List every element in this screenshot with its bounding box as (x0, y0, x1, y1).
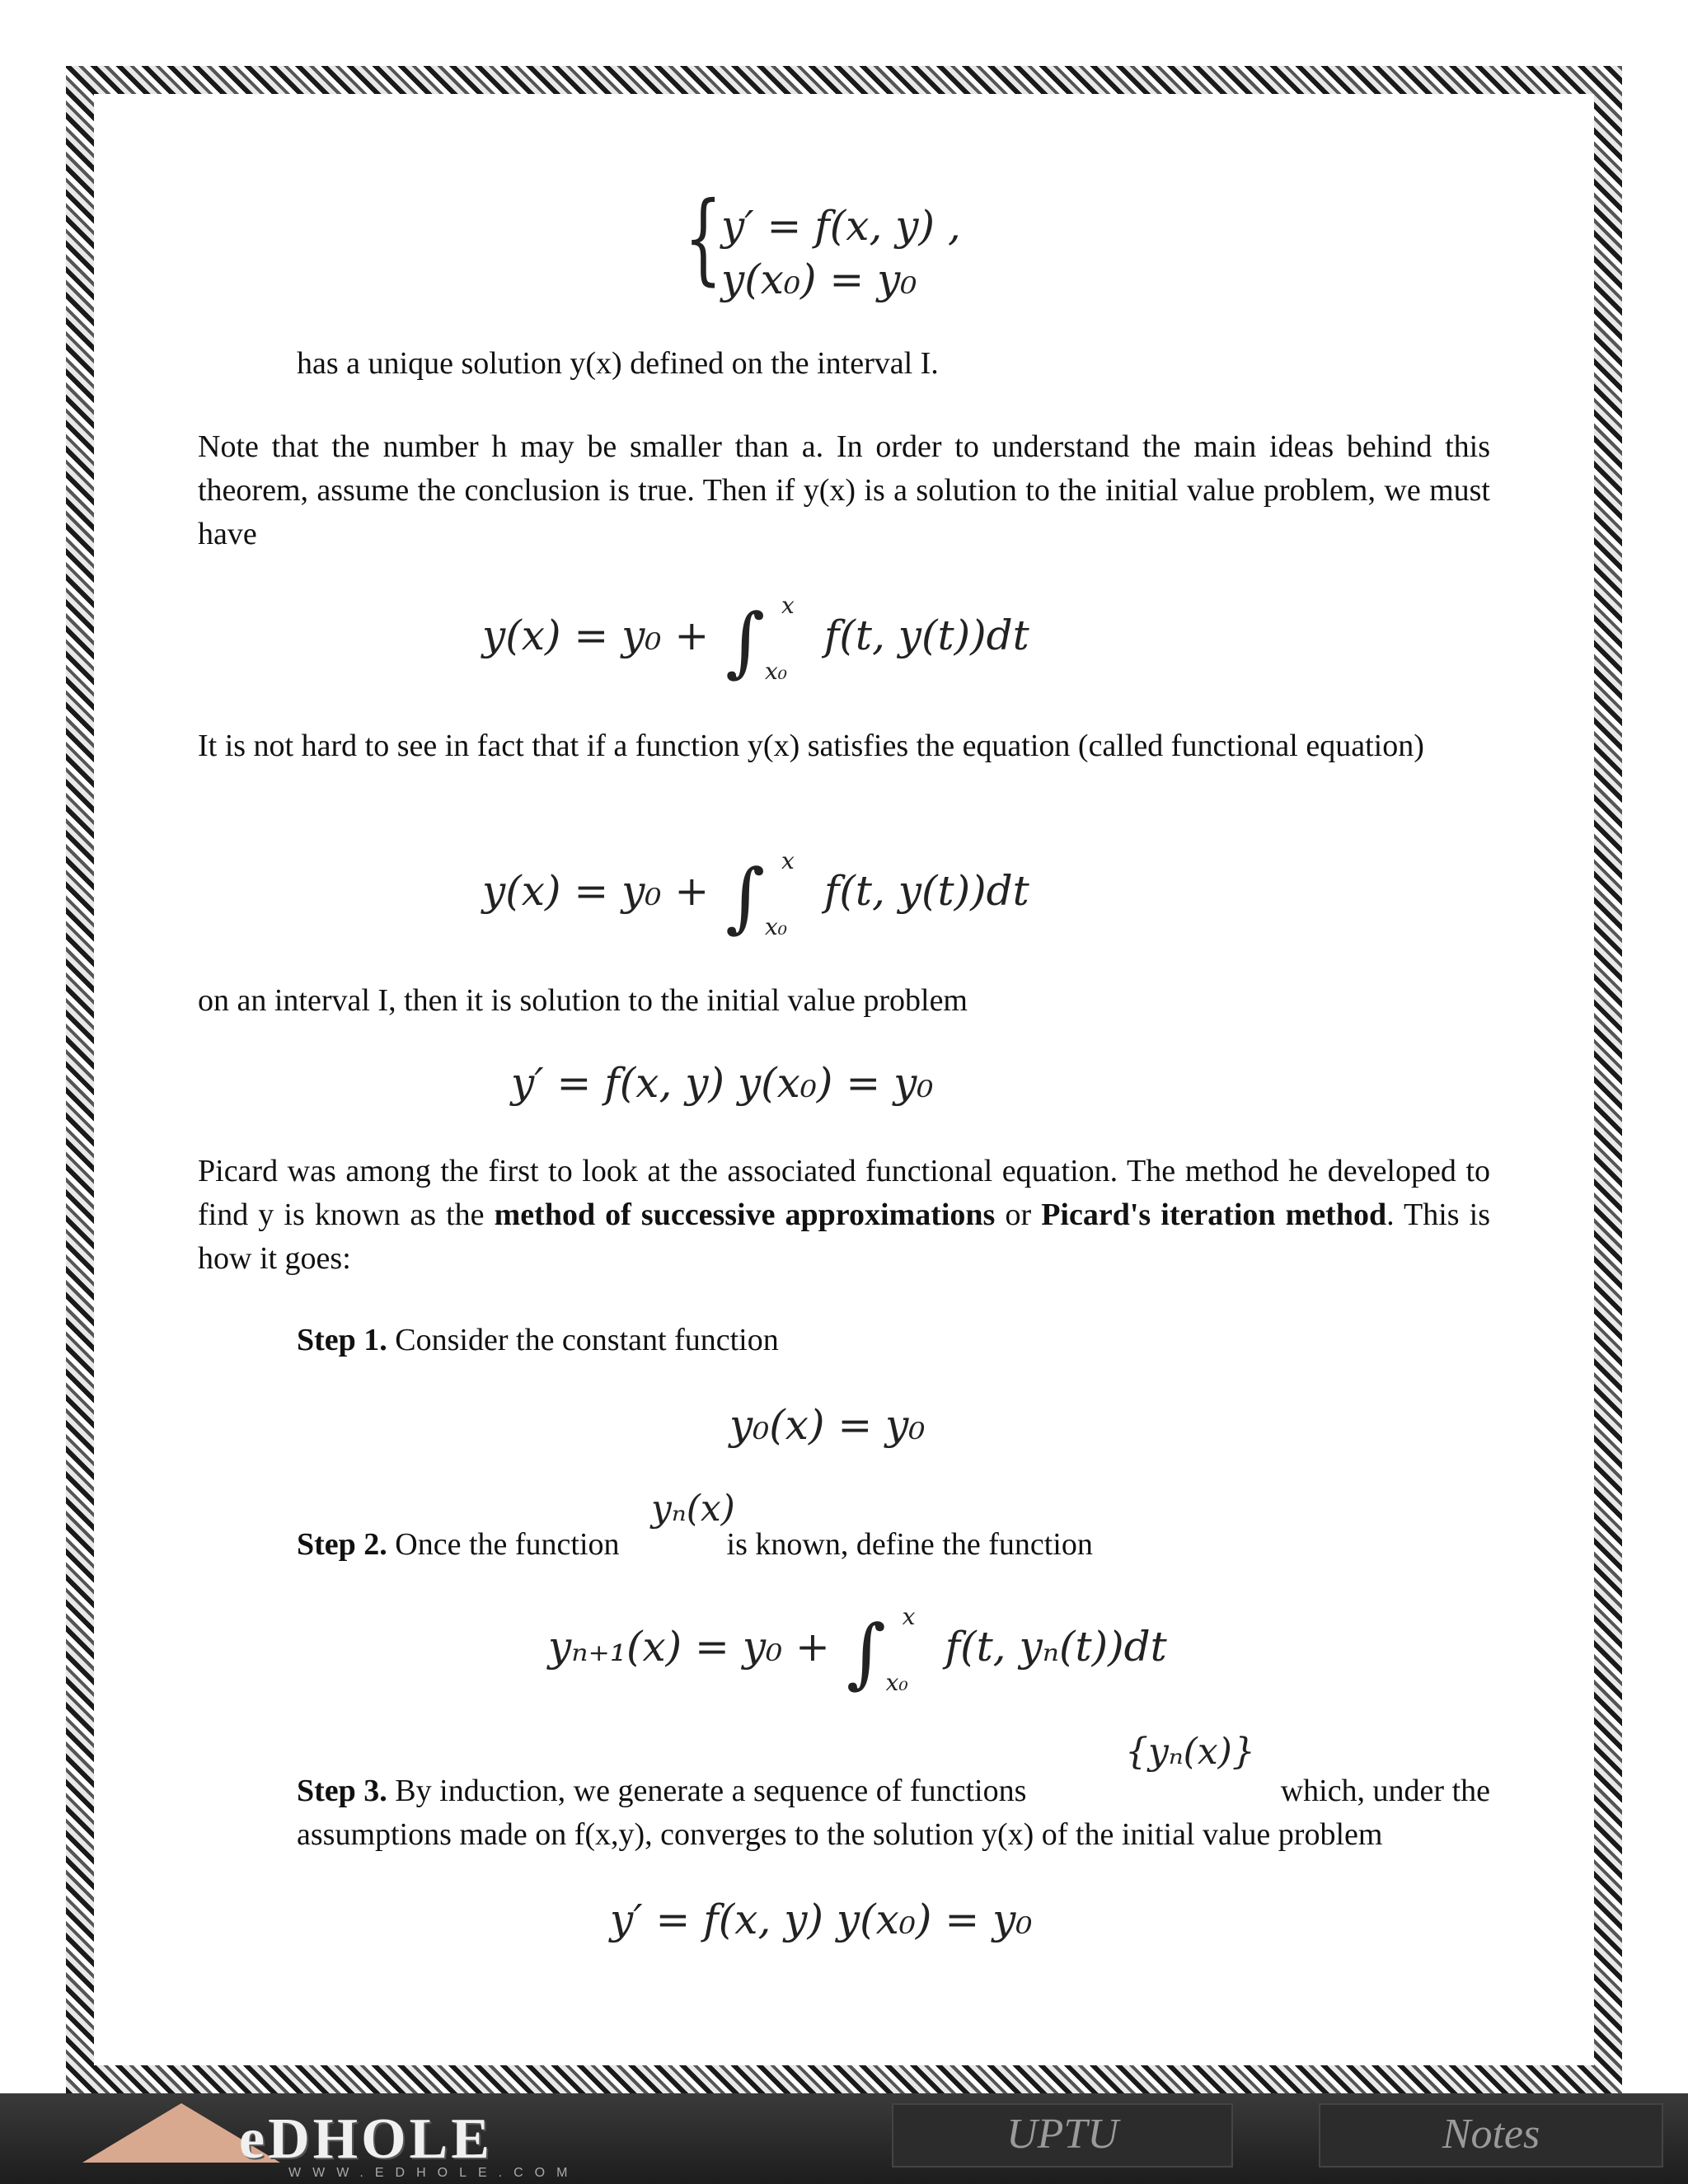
step-2-label: Step 2. (297, 1527, 387, 1562)
integral-upper-limit: x (781, 847, 795, 874)
system-brace: { (684, 181, 723, 296)
iteration-equation (548, 1603, 1167, 1697)
iteration-lhs: yₙ₊₁(x) = y₀ + (548, 1623, 830, 1671)
step-2-text-b: is known, define the function (726, 1527, 1093, 1562)
integral-equation-2 (482, 847, 1029, 941)
step-3-label: Step 3. (297, 1774, 387, 1808)
step-2 (297, 1523, 1490, 1567)
iteration-body: f(t, yₙ(t))dt (945, 1623, 1167, 1671)
paragraph-note: Note that the number h may be smaller than a. In order to understand the main ideas behind this theorem, assume the conclusion is true. Then if y(x) is a solution to the initial value problem, we must have (198, 429, 1490, 551)
edhole-logo-subtext: WWW.EDHOLE.COM (288, 2166, 579, 2180)
system-equation-line1: y′ = f(x, y) , (721, 202, 961, 250)
notes-button[interactable]: Notes (1319, 2103, 1663, 2168)
uptu-button[interactable]: UPTU (892, 2103, 1233, 2168)
integral-sign: ∫ (725, 853, 766, 941)
integral-limits (764, 847, 811, 940)
paragraph-unique-solution: has a unique solution y(x) defined on the interval I. (297, 346, 939, 381)
step-1-label: Step 1. (297, 1323, 387, 1357)
ivp-equation-1: y′ = f(x, y) y(x₀) = y₀ (511, 1059, 934, 1107)
edhole-logo[interactable]: eDHOLE (239, 2107, 493, 2171)
ivp-equation-2: y′ = f(x, y) y(x₀) = y₀ (610, 1896, 1033, 1943)
bold-successive-approximations: method of successive approximations (494, 1197, 996, 1232)
integral-upper-limit: x (781, 592, 795, 619)
picard-text-a: Picard was among the first to look at the associated functional equation. The method he developed to find y is known as the (198, 1154, 1490, 1232)
step-3-sequence-inline: {yₙ(x)} (1125, 1731, 1255, 1773)
integral-sign: ∫ (725, 598, 766, 686)
step-3-line2: assumptions made on f(x,y), converges to the solution y(x) of the initial value problem (297, 1817, 1383, 1852)
step-2-text-a: Once the function (387, 1527, 620, 1562)
step-2-yn-inline: yₙ(x) (651, 1488, 735, 1530)
integral-upper-limit: x (902, 1603, 916, 1630)
integral-lower-limit: x₀ (885, 1669, 908, 1696)
integral-equation-1 (482, 592, 1029, 686)
integral-lhs: y(x) = y₀ + (482, 612, 710, 659)
integral-lhs: y(x) = y₀ + (482, 867, 710, 915)
step-1 (297, 1319, 1490, 1362)
integral-limits (885, 1603, 932, 1696)
paragraph-interval: on an interval I, then it is solution to the initial value problem (198, 983, 968, 1018)
integral-lower-limit: x₀ (764, 913, 787, 940)
picard-text-c: . This is how it goes: (198, 1197, 1490, 1276)
picard-text-or: or (995, 1197, 1042, 1232)
integral-lower-limit: x₀ (764, 658, 787, 685)
system-equation-line2: y(x₀) = y₀ (721, 255, 917, 303)
integral-body: f(t, y(t))dt (823, 867, 1029, 915)
integral-body: f(t, y(t))dt (823, 612, 1029, 659)
paragraph-picard (198, 1150, 1490, 1281)
integral-sign: ∫ (846, 1609, 886, 1697)
integral-limits (764, 592, 811, 685)
constant-function-equation: y₀(x) = y₀ (729, 1401, 926, 1449)
paragraph-functional-equation: It is not hard to see in fact that if a function y(x) satisfies the equation (called functional equation) (198, 729, 1424, 763)
step-1-text: Consider the constant function (387, 1323, 779, 1357)
step-3-which: which, under the (1280, 1774, 1490, 1808)
step-3-text-a: By induction, we generate a sequence of functions (387, 1774, 1027, 1808)
bold-picard-iteration: Picard's iteration method (1041, 1197, 1387, 1232)
